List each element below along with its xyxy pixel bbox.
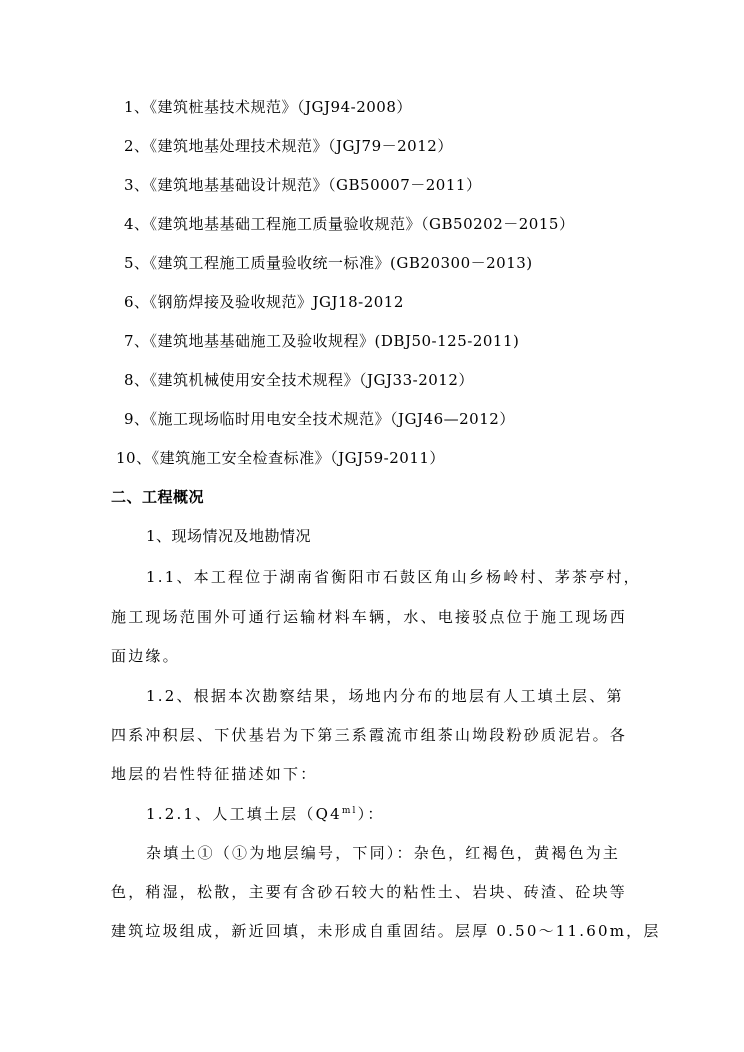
paragraph-2-line-1: 1.2、根据本次勘察结果，场地内分布的地层有人工填土层、第 xyxy=(146,687,624,705)
paragraph-1-line-1: 1.1、本工程位于湖南省衡阳市石鼓区角山乡杨岭村、茅茶亭村， xyxy=(146,568,641,586)
subsection-heading: 1、现场情况及地勘情况 xyxy=(146,527,312,545)
paragraph-2-line-3: 地层的岩性特征描述如下： xyxy=(111,765,318,783)
paragraph-3-line-1: 杂填土①（①为地层编号，下同）：杂色，红褐色，黄褐色为主 xyxy=(146,844,621,862)
reference-item-7: 7、《建筑地基基础施工及验收规程》(DBJ50-125-2011) xyxy=(124,332,520,350)
paragraph-3-line-2: 色，稍湿，松散，主要有含砂石较大的粘性土、岩块、砖渣、砼块等 xyxy=(111,883,628,901)
reference-item-2: 2、《建筑地基处理技术规范》（JGJ79－2012） xyxy=(124,137,453,155)
reference-item-9: 9、《施工现场临时用电安全技术规范》（JGJ46—2012） xyxy=(124,410,515,428)
subsection-1-2-1-superscript: ml xyxy=(341,806,358,816)
reference-item-8: 8、《建筑机械使用安全技术规程》（JGJ33-2012） xyxy=(124,371,474,389)
reference-item-10: 10、《建筑施工安全检查标准》（JGJ59-2011） xyxy=(116,449,445,467)
reference-item-6: 6、《钢筋焊接及验收规范》JGJ18-2012 xyxy=(124,293,404,311)
section-heading: 二、工程概况 xyxy=(111,488,205,506)
reference-item-3: 3、《建筑地基基础设计规范》（GB50007－2011） xyxy=(124,176,482,194)
paragraph-2-line-2: 四系冲积层、下伏基岩为下第三系霞流市组茶山坳段粉砂质泥岩。各 xyxy=(111,726,628,744)
subsection-1-2-1-suffix: ）： xyxy=(357,805,385,823)
paragraph-3-line-3: 建筑垃圾组成，新近回填，未形成自重固结。层厚 0.50～11.60m，层 xyxy=(111,922,661,940)
reference-item-1: 1、《建筑桩基技术规范》（JGJ94-2008） xyxy=(124,98,412,116)
reference-item-5: 5、《建筑工程施工质量验收统一标准》(GB20300－2013) xyxy=(124,254,533,272)
reference-item-4: 4、《建筑地基基础工程施工质量验收规范》（GB50202－2015） xyxy=(124,215,575,233)
subsection-1-2-1 xyxy=(146,804,385,824)
subsection-1-2-1-prefix: 1.2.1、人工填土层（Q4 xyxy=(146,805,342,823)
paragraph-1-line-2: 施工现场范围外可通行运输材料车辆，水、电接驳点位于施工现场西 xyxy=(111,608,628,626)
paragraph-1-line-3: 面边缘。 xyxy=(111,647,180,665)
